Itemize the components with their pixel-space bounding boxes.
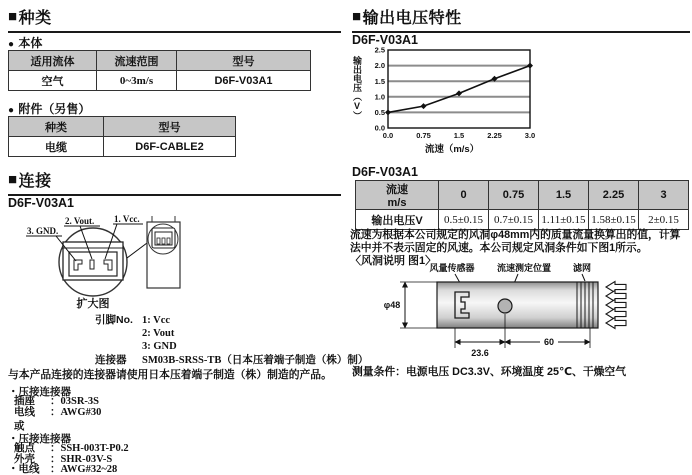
accessory-table-header-model: 型号 — [104, 117, 236, 137]
voltage-table — [355, 180, 689, 230]
bullet-icon: ● — [8, 105, 15, 116]
filter-label: 滤网 — [572, 263, 592, 273]
vtable-value-225: 1.58±0.15 — [589, 210, 639, 230]
vtable-header-3: 3 — [639, 181, 689, 210]
enlarged-view-caption: 扩大图 — [76, 298, 110, 310]
vtable-value-3: 2±0.15 — [639, 210, 689, 230]
crimp1-rows — [14, 396, 101, 418]
vtable-model-label: D6F-V03A1 — [352, 165, 418, 179]
accessory-table — [8, 116, 236, 157]
svg-text:1.0: 1.0 — [374, 92, 385, 102]
connection-note: 与本产品连接的连接器请使用日本压着端子制造（株）制造的产品。 — [8, 369, 332, 381]
wire2-label: ・电线 — [8, 463, 40, 475]
pin-1: 1: Vcc — [142, 315, 171, 326]
socket-label: 插座 — [14, 395, 35, 407]
subsection-accessory — [8, 100, 90, 117]
label-gnd: 3. GND. — [27, 226, 59, 236]
svg-text:0.0: 0.0 — [374, 123, 385, 133]
wind-tunnel-figure — [352, 262, 688, 366]
label-vcc: 1. Vcc. — [114, 214, 140, 224]
airflow-arrow — [606, 282, 626, 293]
airflow-arrow — [606, 300, 626, 311]
wire2-row — [8, 464, 117, 475]
connector-part-number: SM03B-SRSS-TB（日本压着端子制造（株）制） — [142, 355, 369, 366]
dim2-label: 60 — [543, 337, 555, 347]
vtable-header-15: 1.5 — [539, 181, 589, 210]
subsection-title-accessory: 附件（另售） — [18, 102, 91, 116]
svg-text:2.0: 2.0 — [374, 61, 385, 71]
svg-text:0.0: 0.0 — [382, 131, 394, 140]
body-table — [8, 50, 311, 91]
body-table-cell-model: D6F-V03A1 — [177, 71, 311, 91]
vtable-header-225: 2.25 — [589, 181, 639, 210]
dim1-label: 23.6 — [471, 348, 489, 358]
wire-value: ：AWG#30 — [50, 407, 102, 418]
pin-3: 3: GND — [142, 341, 177, 352]
position-label: 流速测定位置 — [496, 263, 552, 273]
pin-no-label: 引脚No. — [95, 314, 133, 326]
socket-value: ：03SR-3S — [50, 396, 100, 407]
diameter-dim-label: φ48 — [383, 300, 401, 310]
svg-text:3.0: 3.0 — [524, 131, 536, 140]
section-title-connection: 连接 — [18, 173, 52, 190]
tunnel-caption: 〈风洞说明 图1〉 — [350, 255, 437, 267]
bullet-icon: ● — [8, 39, 15, 50]
subsection-body — [8, 34, 42, 51]
vtable-header-speed — [356, 181, 439, 210]
table-row — [9, 71, 311, 91]
crimp2-rows — [14, 443, 129, 465]
contact-label: 触点 — [14, 442, 35, 454]
section-square-icon: ■ — [352, 8, 362, 25]
tunnel-cylinder — [437, 282, 598, 328]
pin-list — [95, 314, 368, 367]
vtable-row-label: 输出电压V — [356, 210, 439, 230]
section-square-icon: ■ — [8, 8, 18, 25]
vtable-header-speed-line2: m/s — [387, 197, 407, 209]
svg-text:0.75: 0.75 — [416, 131, 431, 140]
table-row — [356, 210, 689, 230]
svg-text:1.5: 1.5 — [374, 76, 385, 86]
airflow-arrow — [606, 291, 626, 302]
measurement-position-dot — [498, 299, 512, 313]
contact-value: ：SSH-003T-P0.2 — [50, 443, 129, 454]
section-square-icon: ■ — [8, 171, 18, 188]
flow-speed-note: 流速为根据本公司规定的风洞φ48mm内的质量流量换算出的值，计算法中并不表示固定的风速。本公司规定风洞条件如下图1所示。 — [350, 229, 681, 255]
accessory-table-cell-model: D6F-CABLE2 — [104, 137, 236, 157]
vtable-header-speed-line1: 流速 — [386, 184, 408, 196]
output-voltage-chart — [364, 44, 540, 141]
wire2-value: ：AWG#32~28 — [50, 464, 118, 475]
connector-diagram — [10, 210, 220, 312]
airflow-arrow — [606, 309, 626, 320]
chart-y-axis-label: 输出电压（V） — [352, 56, 362, 120]
label-vout: 2. Vout. — [65, 216, 95, 226]
accessory-table-cell-kind: 电缆 — [9, 137, 104, 157]
section-header-types — [8, 5, 341, 33]
or-label: 或 — [14, 420, 25, 432]
section-header-connection — [8, 168, 341, 196]
measurement-conditions: 测量条件：电源电压 DC3.3V、环境温度 25℃、干燥空气 — [352, 366, 627, 378]
body-table-header-model: 型号 — [177, 51, 311, 71]
wire-label: 电线 — [14, 406, 35, 418]
connection-model-label: D6F-V03A1 — [8, 196, 74, 210]
chart-x-axis-label: 流速（m/s） — [424, 144, 480, 155]
accessory-table-header-kind: 种类 — [9, 117, 104, 137]
svg-text:0.5: 0.5 — [374, 108, 385, 117]
crimp2-title: ・压接连接器 — [8, 433, 71, 445]
connector-label: 连接器 — [95, 354, 127, 366]
body-table-cell-range: 0~3m/s — [97, 71, 177, 91]
vtable-value-075: 0.7±0.15 — [489, 210, 539, 230]
section-header-output — [352, 5, 690, 33]
section-title-output: 输出电压特性 — [362, 10, 462, 27]
body-table-header-range: 流速范围 — [97, 51, 177, 71]
chart-model-label: D6F-V03A1 — [352, 33, 418, 47]
body-table-cell-fluid: 空气 — [9, 71, 97, 91]
sensor-label: 风量传感器 — [429, 263, 475, 273]
housing-value: ：SHR-03V-S — [50, 454, 113, 465]
vtable-header-075: 0.75 — [489, 181, 539, 210]
vtable-value-15: 1.11±0.15 — [539, 210, 589, 230]
subsection-title-body: 本体 — [18, 36, 43, 50]
pin-2: 2: Vout — [142, 328, 175, 339]
body-table-header-fluid: 适用流体 — [9, 51, 97, 71]
airflow-arrow — [606, 318, 626, 329]
svg-text:2.5: 2.5 — [374, 45, 385, 55]
svg-text:2.25: 2.25 — [487, 131, 502, 140]
vtable-header-0: 0 — [439, 181, 489, 210]
vtable-value-0: 0.5±0.15 — [439, 210, 489, 230]
svg-text:1.5: 1.5 — [453, 131, 465, 140]
housing-label: 外壳 — [14, 453, 35, 465]
table-row — [9, 137, 236, 157]
section-title-types: 种类 — [18, 10, 52, 27]
crimp1-title: ・压接连接器 — [8, 386, 71, 398]
